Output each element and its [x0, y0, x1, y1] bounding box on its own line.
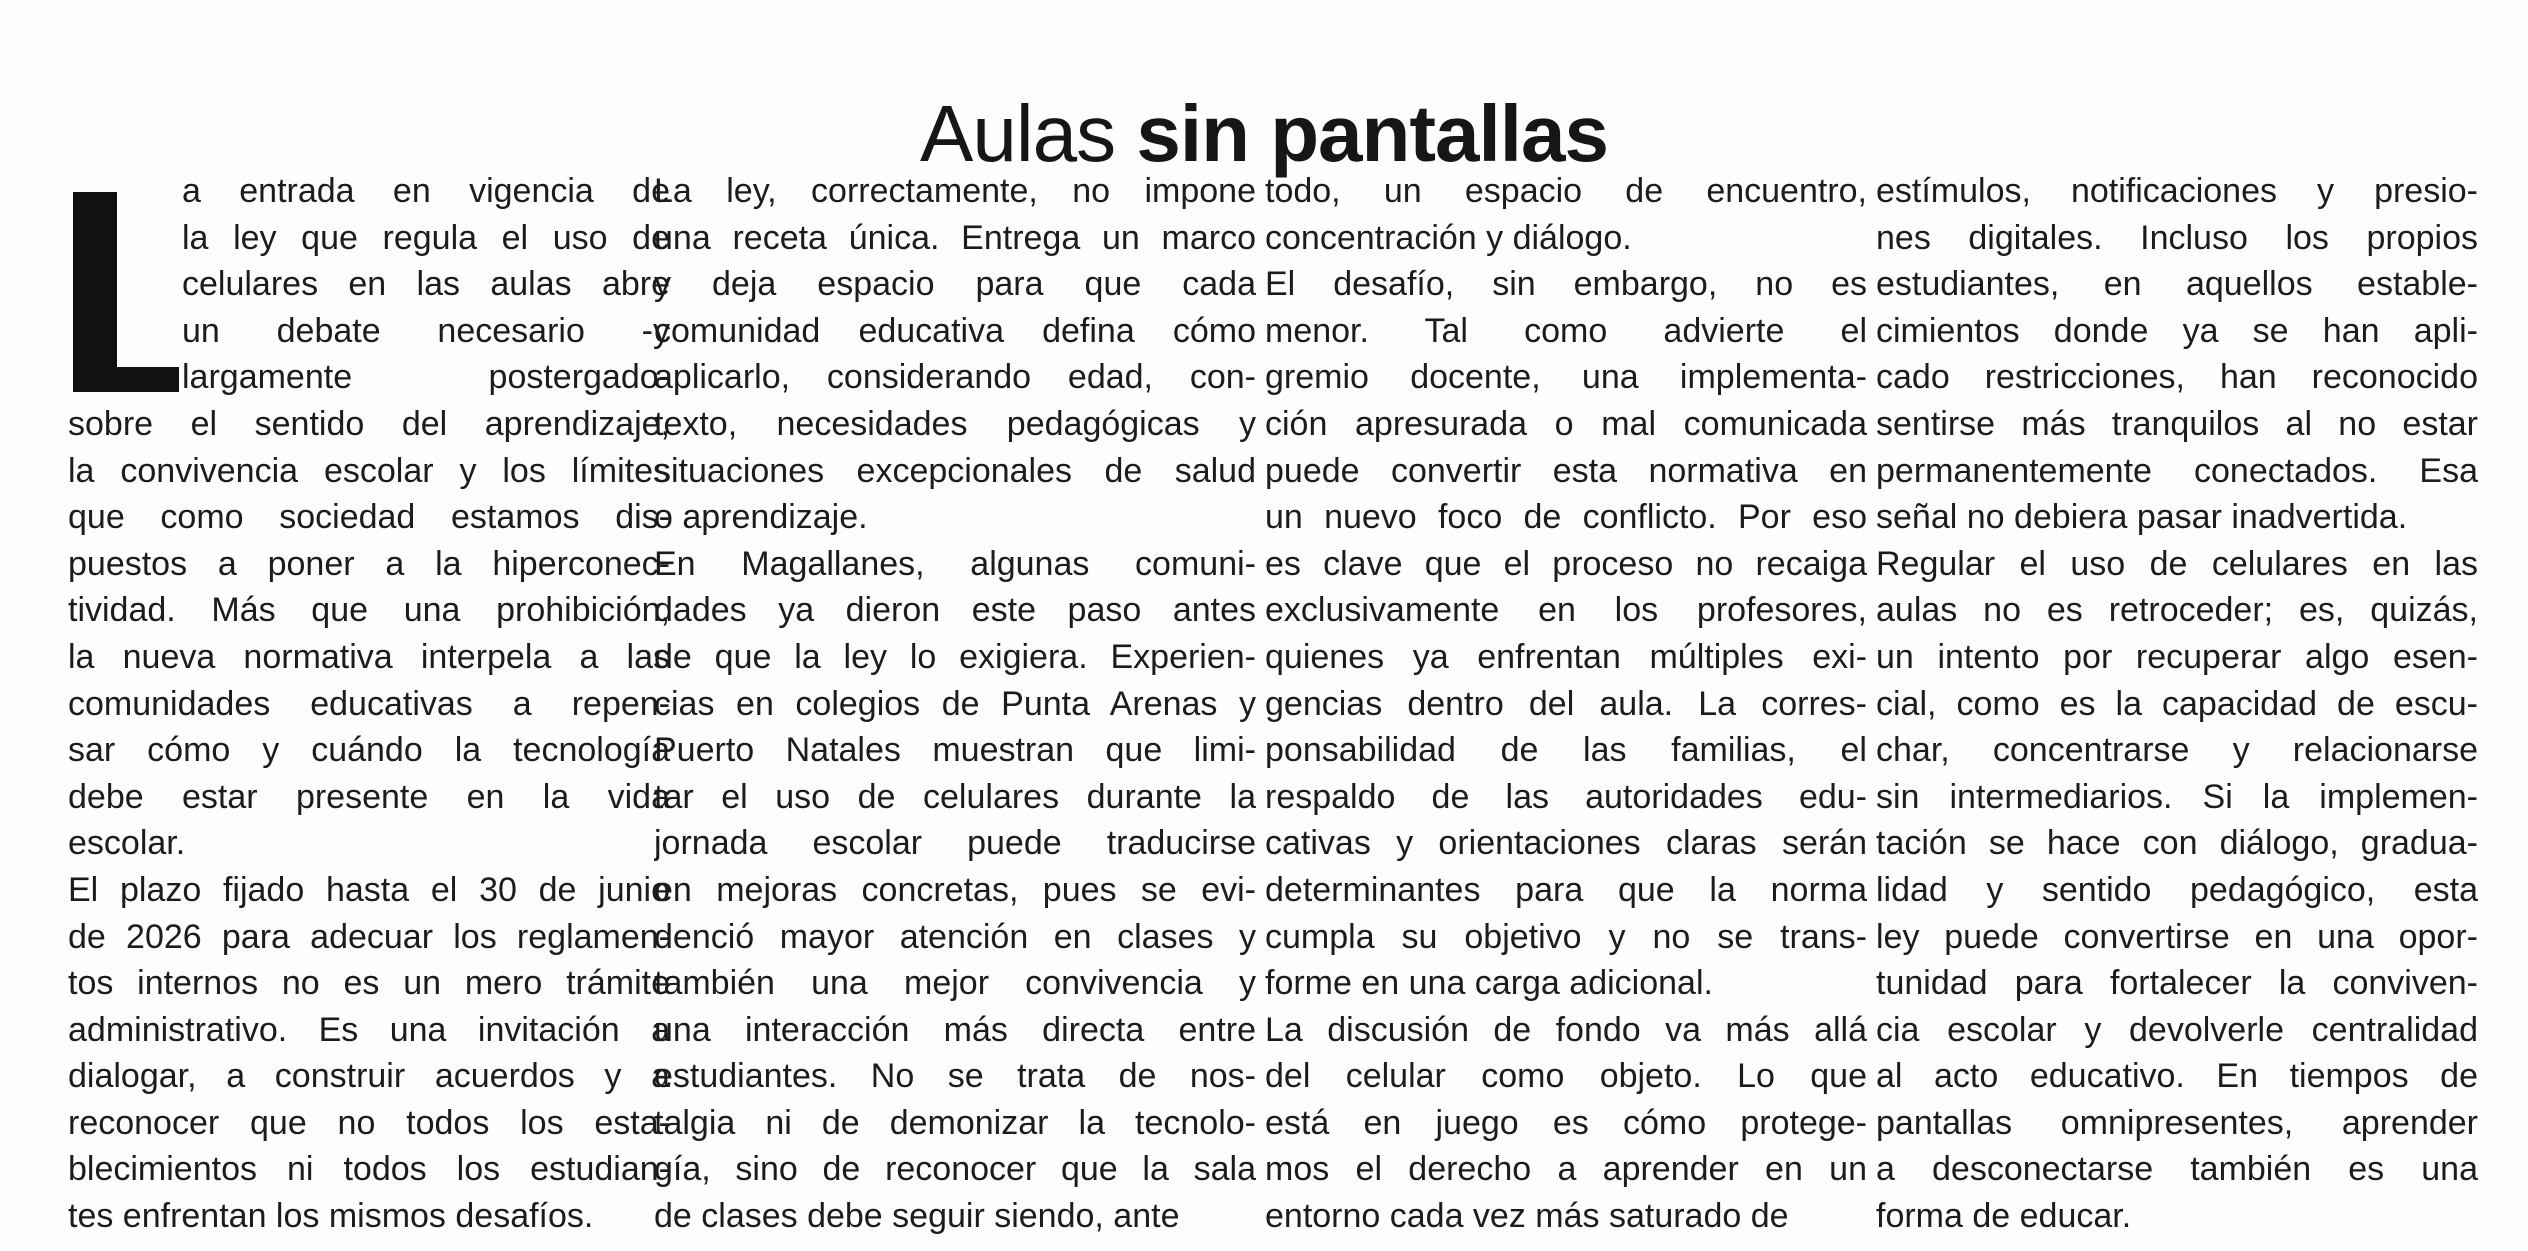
drop-cap-l: [68, 192, 168, 392]
headline-regular: Aulas: [920, 88, 1116, 178]
text-line: texto, necesidades pedagógicas y: [654, 404, 1256, 443]
text-line: largamente postergado-: [182, 358, 670, 397]
text-line: es clave que el proceso no recaiga: [1265, 544, 1867, 583]
text-line: La discusión de fondo va más allá: [1265, 1010, 1867, 1049]
text-line: gía, sino de reconocer que la sala: [654, 1150, 1256, 1189]
text-line: en mejoras concretas, pues se evi-: [654, 870, 1256, 909]
text-line: aulas no es retroceder; es, quizás,: [1876, 591, 2478, 630]
text-line: tos internos no es un mero trámite: [68, 964, 670, 1003]
text-line: cia escolar y devolverle centralidad: [1876, 1010, 2478, 1049]
text-line: menor. Tal como advierte el: [1265, 311, 1867, 350]
text-line: situaciones excepcionales de salud: [654, 451, 1256, 490]
text-line: celulares en las aulas abre: [182, 265, 670, 304]
text-line: administrativo. Es una invitación a: [68, 1010, 670, 1049]
text-line: a desconectarse también es una: [1876, 1150, 2478, 1189]
text-line: debe estar presente en la vida: [68, 777, 670, 816]
text-line: sentirse más tranquilos al no estar: [1876, 404, 2478, 443]
text-line: tunidad para fortalecer la conviven-: [1876, 964, 2478, 1003]
text-line: cumpla su objetivo y no se trans-: [1265, 917, 1867, 956]
text-line: comunidades educativas a repen-: [68, 684, 670, 723]
text-line: Regular el uso de celulares en las: [1876, 544, 2478, 583]
text-line: dades ya dieron este paso antes: [654, 591, 1256, 630]
text-line: ción apresurada o mal comunicada: [1265, 404, 1867, 443]
text-line: forma de educar.: [1876, 1197, 2132, 1236]
text-line: señal no debiera pasar inadvertida.: [1876, 498, 2408, 537]
text-line: ley puede convertirse en una opor-: [1876, 917, 2478, 956]
text-line: o aprendizaje.: [654, 498, 868, 537]
text-line: de que la ley lo exigiera. Experien-: [654, 637, 1256, 676]
text-line: estudiantes, en aquellos estable-: [1876, 265, 2478, 304]
text-line: la convivencia escolar y los límites: [68, 451, 670, 490]
text-line: reconocer que no todos los esta-: [68, 1103, 670, 1142]
text-line: char, concentrarse y relacionarse: [1876, 731, 2478, 770]
text-line: respaldo de las autoridades edu-: [1265, 777, 1867, 816]
text-line: cimientos donde ya se han apli-: [1876, 311, 2478, 350]
text-line: la nueva normativa interpela a las: [68, 637, 670, 676]
text-line: El plazo fijado hasta el 30 de junio: [68, 870, 670, 909]
column-2: [654, 168, 1256, 1238]
column-3: [1265, 168, 1867, 1238]
text-line: un nuevo foco de conflicto. Por eso: [1265, 498, 1867, 537]
text-line: denció mayor atención en clases y: [654, 917, 1256, 956]
text-line: sobre el sentido del aprendizaje,: [68, 404, 670, 443]
text-line: está en juego es cómo protege-: [1265, 1103, 1867, 1142]
text-line: cado restricciones, han reconocido: [1876, 358, 2478, 397]
text-line: talgia ni de demonizar la tecnolo-: [654, 1103, 1256, 1142]
text-line: mos el derecho a aprender en un: [1265, 1150, 1867, 1189]
text-line: jornada escolar puede traducirse: [654, 824, 1256, 863]
text-line: En Magallanes, algunas comuni-: [654, 544, 1256, 583]
text-line: tividad. Más que una prohibición,: [68, 591, 670, 630]
text-line: una interacción más directa entre: [654, 1010, 1256, 1049]
text-line: de 2026 para adecuar los reglamen-: [68, 917, 670, 956]
text-line: cias en colegios de Punta Arenas y: [654, 684, 1256, 723]
text-line: al acto educativo. En tiempos de: [1876, 1057, 2478, 1096]
text-line: a entrada en vigencia de: [182, 172, 670, 210]
text-line: cativas y orientaciones claras serán: [1265, 824, 1867, 863]
text-line: estudiantes. No se trata de nos-: [654, 1057, 1256, 1096]
text-line: estímulos, notificaciones y presio-: [1876, 172, 2478, 210]
text-line: nes digitales. Incluso los propios: [1876, 218, 2478, 257]
text-line: un debate necesario -y: [182, 311, 670, 350]
text-line: también una mejor convivencia y: [654, 964, 1256, 1003]
column-4: [1876, 168, 2478, 1238]
text-line: la ley que regula el uso de: [182, 218, 670, 257]
headline-bold: sin pantallas: [1136, 88, 1608, 178]
text-line: gencias dentro del aula. La corres-: [1265, 684, 1867, 723]
text-line: dialogar, a construir acuerdos y a: [68, 1057, 670, 1096]
text-line: ponsabilidad de las familias, el: [1265, 731, 1867, 770]
text-line: concentración y diálogo.: [1265, 218, 1632, 257]
text-line: una receta única. Entrega un marco: [654, 218, 1256, 257]
text-line: tación se hace con diálogo, gradua-: [1876, 824, 2478, 863]
text-line: de clases debe seguir siendo, ante: [654, 1197, 1180, 1236]
column-1: [68, 168, 670, 1238]
text-line: forme en una carga adicional.: [1265, 964, 1713, 1003]
text-line: permanentemente conectados. Esa: [1876, 451, 2478, 490]
text-line: puede convertir esta normativa en: [1265, 451, 1867, 490]
text-line: del celular como objeto. Lo que: [1265, 1057, 1867, 1096]
text-line: exclusivamente en los profesores,: [1265, 591, 1867, 630]
text-line: Puerto Natales muestran que limi-: [654, 731, 1256, 770]
text-line: La ley, correctamente, no impone: [654, 172, 1256, 210]
text-line: todo, un espacio de encuentro,: [1265, 172, 1867, 210]
text-line: quienes ya enfrentan múltiples exi-: [1265, 637, 1867, 676]
text-line: puestos a poner a la hiperconec-: [68, 544, 670, 583]
text-line: comunidad educativa defina cómo: [654, 311, 1256, 350]
text-line: tes enfrentan los mismos desafíos.: [68, 1197, 594, 1236]
text-line: determinantes para que la norma: [1265, 870, 1867, 909]
text-line: cial, como es la capacidad de escu-: [1876, 684, 2478, 723]
text-line: tar el uso de celulares durante la: [654, 777, 1256, 816]
text-line: escolar.: [68, 824, 186, 863]
text-line: lidad y sentido pedagógico, esta: [1876, 870, 2478, 909]
text-line: pantallas omnipresentes, aprender: [1876, 1103, 2478, 1142]
text-line: aplicarlo, considerando edad, con-: [654, 358, 1256, 397]
text-line: sar cómo y cuándo la tecnología: [68, 731, 670, 770]
text-line: El desafío, sin embargo, no es: [1265, 265, 1867, 304]
text-line: entorno cada vez más saturado de: [1265, 1197, 1789, 1236]
text-line: gremio docente, una implementa-: [1265, 358, 1867, 397]
text-line: y deja espacio para que cada: [654, 265, 1256, 304]
text-line: un intento por recuperar algo esen-: [1876, 637, 2478, 676]
text-line: blecimientos ni todos los estudian-: [68, 1150, 670, 1189]
text-line: que como sociedad estamos dis-: [68, 498, 670, 537]
text-line: sin intermediarios. Si la implemen-: [1876, 777, 2478, 816]
